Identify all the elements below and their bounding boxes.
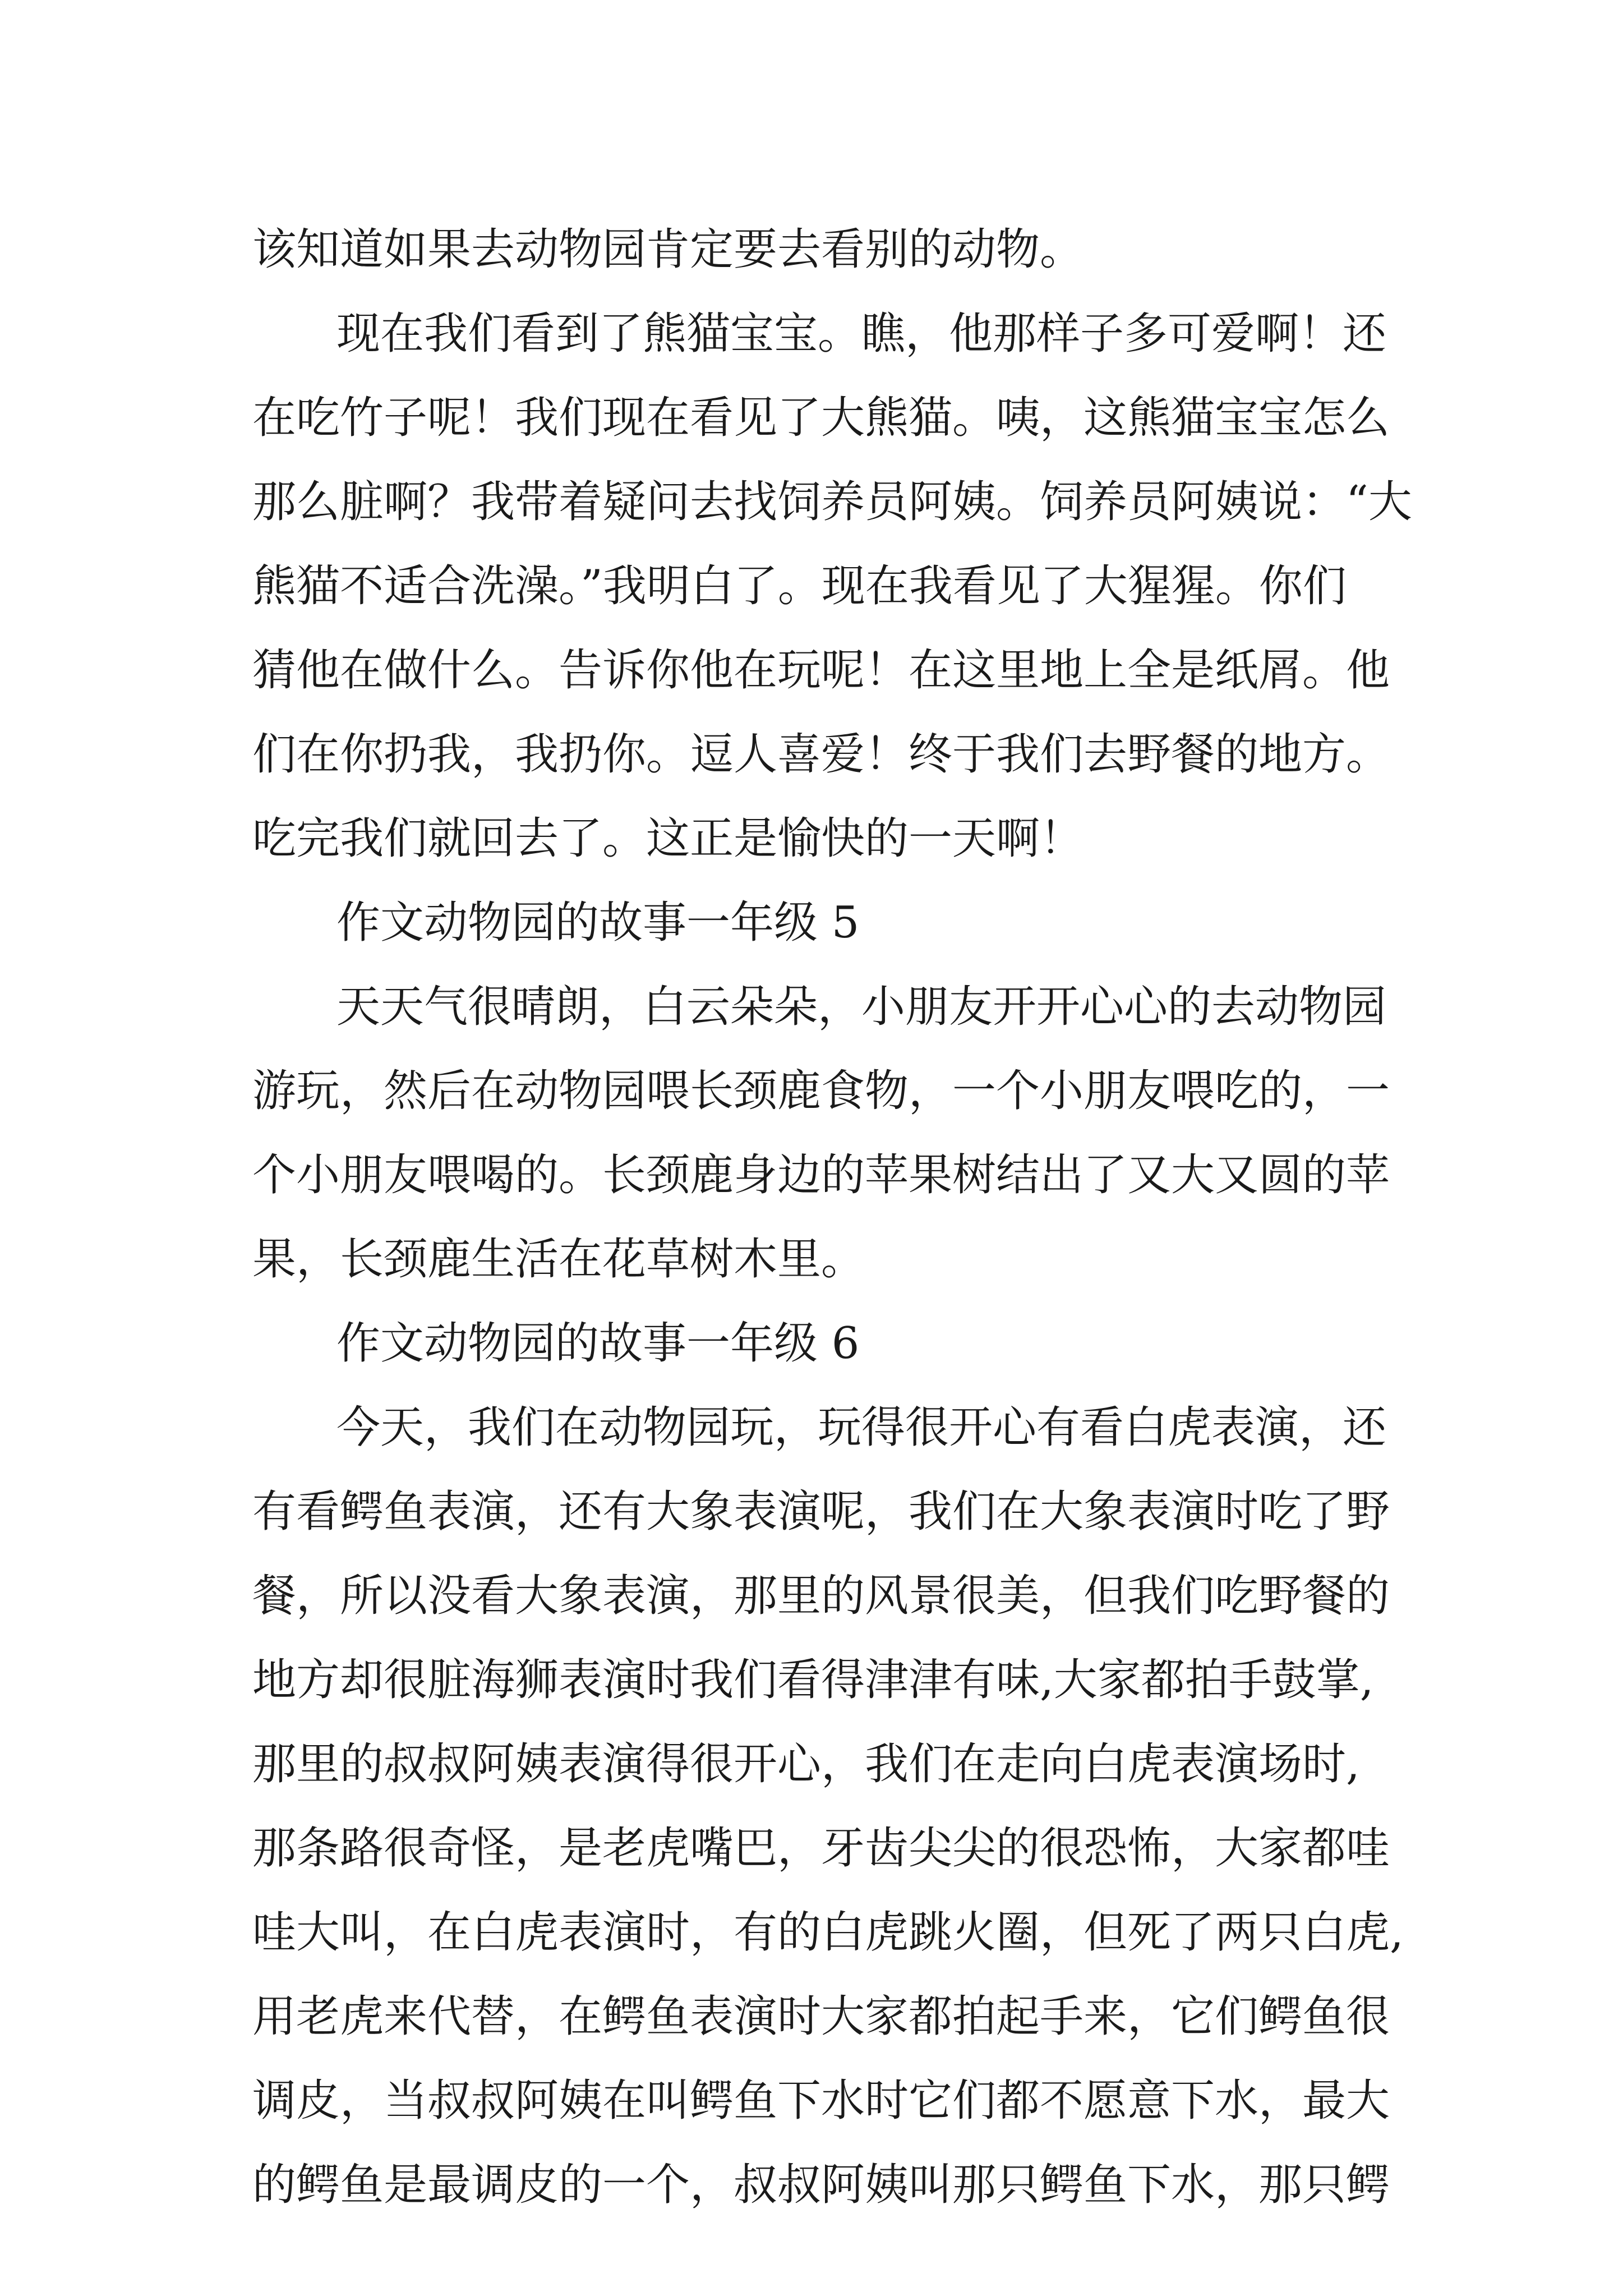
text-line: 那条路很奇怪，是老虎嘴巴，牙齿尖尖的很恐怖，大家都哇 <box>252 1823 1390 1874</box>
text-line: 那么脏啊？我带着疑问去找饲养员阿姨。饲养员阿姨说：“大 <box>252 477 1412 527</box>
text-line: 今天，我们在动物园玩，玩得很开心有看白虎表演，还 <box>336 1402 1387 1453</box>
text-line: 用老虎来代替，在鳄鱼表演时大家都拍起手来，它们鳄鱼很 <box>252 1991 1390 2042</box>
text-line: 天天气很晴朗，白云朵朵，小朋友开开心心的去动物园 <box>336 982 1387 1032</box>
text-line: 调皮，当叔叔阿姨在叫鳄鱼下水时它们都不愿意下水，最大 <box>252 2076 1390 2126</box>
text-line: 在吃竹子呢！我们现在看见了大熊猫。咦，这熊猫宝宝怎么 <box>252 393 1390 443</box>
text-line: 餐，所以没看大象表演，那里的风景很美，但我们吃野餐的 <box>252 1571 1390 1621</box>
text-line: 那里的叔叔阿姨表演得很开心，我们在走向白虎表演场时, <box>252 1739 1360 1789</box>
text-line: 熊猫不适合洗澡。”我明白了。现在我看见了大猩猩。你们 <box>252 561 1347 611</box>
text-line: 现在我们看到了熊猫宝宝。瞧，他那样子多可爱啊！还 <box>336 309 1387 359</box>
text-line: 游玩，然后在动物园喂长颈鹿食物，一个小朋友喂吃的，一 <box>252 1066 1390 1116</box>
text-line: 吃完我们就回去了。这正是愉快的一天啊！ <box>252 813 1084 864</box>
text-line: 们在你扔我，我扔你。逗人喜爱！终于我们去野餐的地方。 <box>252 729 1390 780</box>
text-line: 哇大叫，在白虎表演时，有的白虎跳火圈，但死了两只白虎, <box>252 1907 1404 1958</box>
text-line: 猜他在做什么。告诉你他在玩呢！在这里地上全是纸屑。他 <box>252 645 1390 696</box>
text-line: 果，长颈鹿生活在花草树木里。 <box>252 1234 865 1285</box>
section-heading: 作文动物园的故事一年级 5 <box>336 898 860 948</box>
text-line: 地方却很脏海狮表演时我们看得津津有味,大家都拍手鼓掌, <box>252 1655 1374 1705</box>
section-heading: 作文动物园的故事一年级 6 <box>336 1318 860 1369</box>
text-line: 有看鳄鱼表演，还有大象表演呢，我们在大象表演时吃了野 <box>252 1487 1390 1537</box>
text-line: 该知道如果去动物园肯定要去看别的动物。 <box>252 224 1084 275</box>
text-line: 个小朋友喂喝的。长颈鹿身边的苹果树结出了又大又圆的苹 <box>252 1150 1390 1200</box>
text-line: 的鳄鱼是最调皮的一个，叔叔阿姨叫那只鳄鱼下水，那只鳄 <box>252 2160 1390 2210</box>
